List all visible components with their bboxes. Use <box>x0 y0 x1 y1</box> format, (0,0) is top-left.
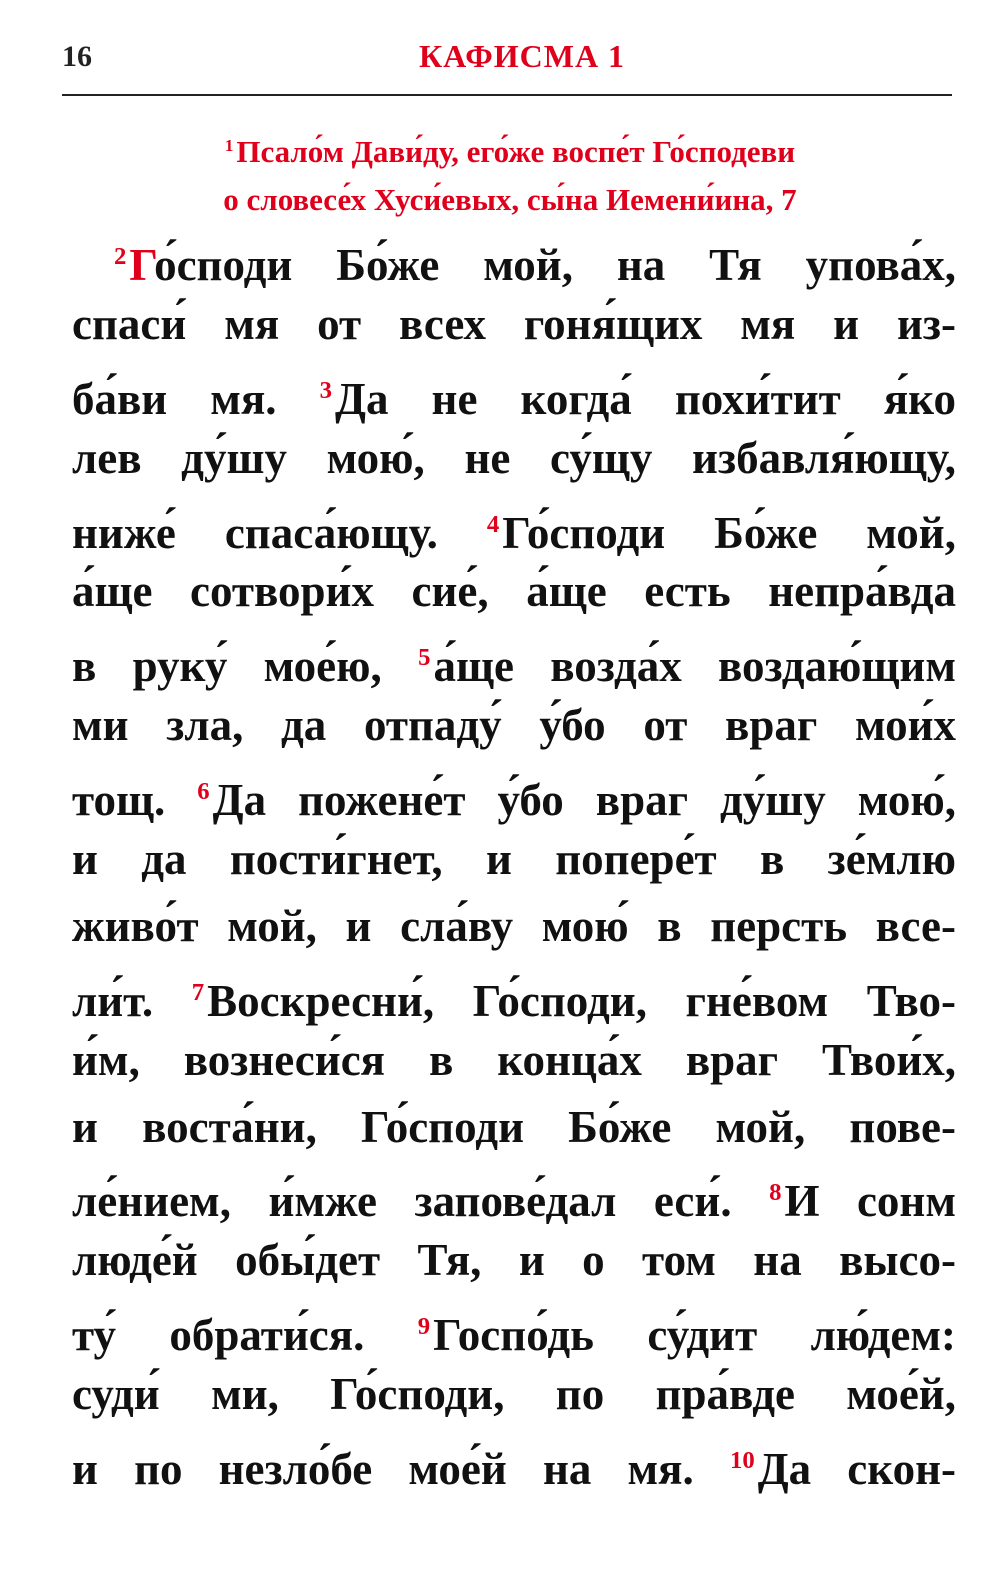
text-segment: Воскресни́, Го́споди, гне́вом Тво- <box>207 975 956 1026</box>
text-line <box>72 1160 956 1227</box>
superscription-line <box>80 122 940 176</box>
text-segment: ту́ обрати́ся. <box>72 1310 365 1361</box>
verse-number: 8 <box>769 1179 782 1207</box>
text-line: ми зла, да отпаду́ у́бо от враг мои́х <box>72 700 956 751</box>
verse-number: 6 <box>197 778 210 806</box>
text-segment: а́ще возда́х воздаю́щим <box>433 641 957 692</box>
text-line: и да пости́гнет, и попере́т в зе́млю <box>72 834 956 885</box>
text-line <box>72 759 956 826</box>
text-line: люде́й обы́дет Тя, и о том на высо- <box>72 1235 956 1286</box>
verse-number: 9 <box>417 1313 431 1341</box>
text-line <box>72 358 956 425</box>
text-segment: Да пожене́т у́бо враг ду́шу мою́, <box>212 775 957 826</box>
text-line: суди́ ми, Го́споди, по пра́вде мое́й, <box>72 1369 956 1420</box>
verse-number: 2 <box>114 243 127 270</box>
verse-number: 4 <box>486 510 500 538</box>
verse-number: 1 <box>224 136 234 155</box>
text-segment: тощ. <box>72 775 166 826</box>
page-number: 16 <box>62 40 92 73</box>
text-line: и воста́ни, Го́споди Бо́же мой, пове- <box>72 1101 956 1152</box>
text-line: спаси́ мя от всех гоня́щих мя и из- <box>72 298 956 349</box>
text-line: живо́т мой, и сла́ву мою́ в персть все- <box>72 900 956 951</box>
text-segment: ле́нием, и́мже запове́дал еси́. <box>72 1176 732 1227</box>
red-initial-letter: Г <box>129 240 155 291</box>
verse-number: 7 <box>191 978 205 1006</box>
text-segment: ли́т. <box>72 975 154 1026</box>
superscription-text: Псало́м Дави́ду, его́же воспе́т Го́сподеви <box>236 134 796 170</box>
text-segment: Да не когда́ похи́тит я́ко <box>335 373 957 424</box>
text-line <box>72 492 956 559</box>
psalm-text <box>72 224 956 1495</box>
page-header <box>62 36 952 96</box>
text-segment: о́споди Бо́же мой, на Тя упова́х, <box>154 240 956 291</box>
verse-number: 5 <box>418 644 431 672</box>
text-line: а́ще сотвори́х сие́, а́ще есть непра́вда <box>72 566 956 617</box>
text-line: лев ду́шу мою́, не су́щу избавля́ющу, <box>72 432 956 483</box>
text-segment: И сонм <box>784 1176 956 1227</box>
text-segment: ниже́ спаса́ющу. <box>72 507 438 558</box>
text-line <box>72 1294 956 1361</box>
verse-number: 10 <box>729 1447 755 1475</box>
text-line <box>72 1428 956 1495</box>
text-segment: в руку́ мое́ю, <box>72 641 382 692</box>
text-line <box>72 224 956 291</box>
text-line: и́м, вознеси́ся в конца́х враг Твои́х, <box>72 1034 956 1085</box>
psalm-superscription <box>80 122 940 224</box>
text-segment: Го́споди Бо́же мой, <box>502 507 956 558</box>
text-line <box>72 625 956 692</box>
text-segment: Да скон- <box>757 1444 957 1495</box>
superscription-line: о словесе́х Хуси́евых, сы́на Иемени́ина, 7 <box>223 182 797 218</box>
verse-number: 3 <box>319 376 333 404</box>
text-segment: и по незло́бе мое́й на мя. <box>72 1444 694 1495</box>
running-title: КАФИСМА 1 <box>418 38 626 74</box>
text-line <box>72 960 956 1027</box>
text-segment: ба́ви мя. <box>72 373 277 424</box>
text-segment: Госпо́дь су́дит лю́дем: <box>433 1310 957 1361</box>
